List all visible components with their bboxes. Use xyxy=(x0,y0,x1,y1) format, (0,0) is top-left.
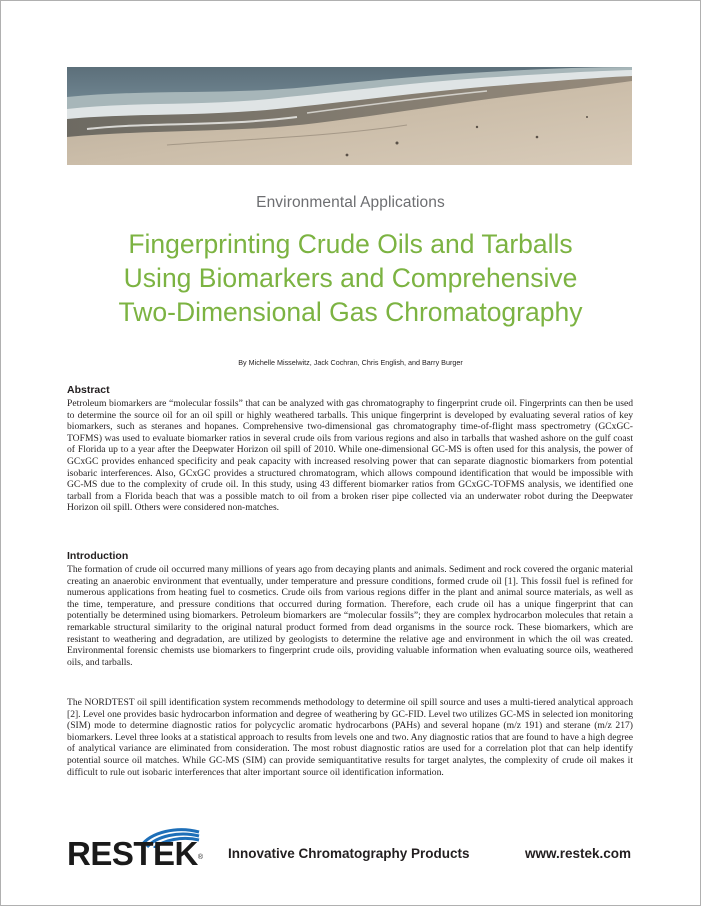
hero-beach-image xyxy=(67,67,632,165)
beach-photo-graphic xyxy=(67,67,632,165)
title-line: Using Biomarkers and Comprehensive xyxy=(123,263,578,293)
introduction-paragraph: The NORDTEST oil spill identification system recommends methodology to determine oil spill source and uses a multi-tiered analytical approach [2]. Level one provides basic hydrocarbon information and degree of weathering by GC-FID. Level two utilizes GC-MS in selected ion monitoring (SIM) mode to determine diagnostic ratios for polycyclic aromatic hydrocarbons (PAHs) and several hopane (m/z 191) and sterane (m/z 217) biomarkers. Level three looks at a statistical approach to results from levels one and two. Any diagnostic ratios that are found to have a high degree of analytical variance are eliminated from consideration. The most robust diagnostic ratios are used for a correlation plot that can help identify potential source oil matches. While GC-MS (SIM) can provide semiquantitative results for target analytes, the complexity of crude oil makes it difficult to rule out isobaric interferences that alter important source oil identification information. xyxy=(67,697,633,778)
page-footer xyxy=(67,826,633,876)
abstract-heading: Abstract xyxy=(67,384,110,396)
logo-wordmark xyxy=(67,836,203,872)
abstract-text: Petroleum biomarkers are “molecular fossils” that can be analyzed with gas chromatography to fingerprint crude oil. Fingerprints can then be used to determine the source oil for an oil spill or highly weathered tarballs. This unique fingerprint is developed by evaluating several ratios of key biomarkers, such as steranes and hopanes. Comprehensive two-dimensional gas chromatography time-of-flight mass spectrometry (GCxGC-TOFMS) was used to evaluate biomarker ratios in several crude oils from various regions and also in tarballs that washed ashore on the gulf coast of Florida up to a year after the Deepwater Horizon oil spill of 2010. While one-dimensional GC-MS is often used for this analysis, the power of GCxGC provides enhanced specificity and peak capacity with increased resolving power that can separate diagnostic biomarkers from potential isobaric interferences. Also, GCxGC provides a structured chromatogram, which allows compound identification that would be impossible with GC-MS due to the complexity of crude oil. In this study, using 43 different biomarker ratios from GCxGC-TOFMS analysis, we identified one tarball from a Florida beach that was a possible match to oil from a broken riser pipe collected via an underwater robot during the Deepwater Horizon oil spill. Others were considered non-matches. xyxy=(67,398,633,514)
introduction-heading: Introduction xyxy=(67,550,129,562)
introduction-section xyxy=(67,550,633,668)
introduction-paragraph: The formation of crude oil occurred many millions of years ago from decaying plants and animals. Sediment and rock covered the organic material creating an anaerobic environment that eventually, under temperature and pressure conditions, formed crude oil [1]. This fossil fuel is refined for numerous applications from heating fuel to cosmetics. Crude oils from various regions differ in the plant and animal source materials, as well as the time, temperature, and pressure conditions that occurred during formation. Therefore, each crude oil has a unique fingerprint that can potentially be determined using biomarkers. Petroleum biomarkers are “molecular fossils”; they are complex hydrocarbon molecules that retain a remarkable structural similarity to the original natural product formed from dead organisms in the source rock. These biomarkers, which are resistant to weathering and degradation, are utilized by geologists to determine the relative age and environment in which the oil was created. Environmental forensic chemists use biomarkers to fingerprint crude oils, providing valuable information when evaluating source oils, weathered oils, and tarballs. xyxy=(67,564,633,668)
authors-byline: By Michelle Misselwitz, Jack Cochran, Chris English, and Barry Burger xyxy=(238,358,463,367)
abstract-section xyxy=(67,384,633,514)
title-line: Two-Dimensional Gas Chromatography xyxy=(118,297,583,327)
website-link[interactable]: www.restek.com xyxy=(524,846,631,861)
footer-tagline: Innovative Chromatography Products xyxy=(228,846,470,861)
title-line: Fingerprinting Crude Oils and Tarballs xyxy=(128,229,573,259)
logo-text: RESTEK xyxy=(67,835,198,872)
restek-logo[interactable] xyxy=(67,826,207,874)
category-label: Environmental Applications xyxy=(256,194,445,211)
introduction-section-continued xyxy=(67,697,633,778)
registered-mark: ® xyxy=(197,854,203,861)
page-title xyxy=(0,227,701,329)
